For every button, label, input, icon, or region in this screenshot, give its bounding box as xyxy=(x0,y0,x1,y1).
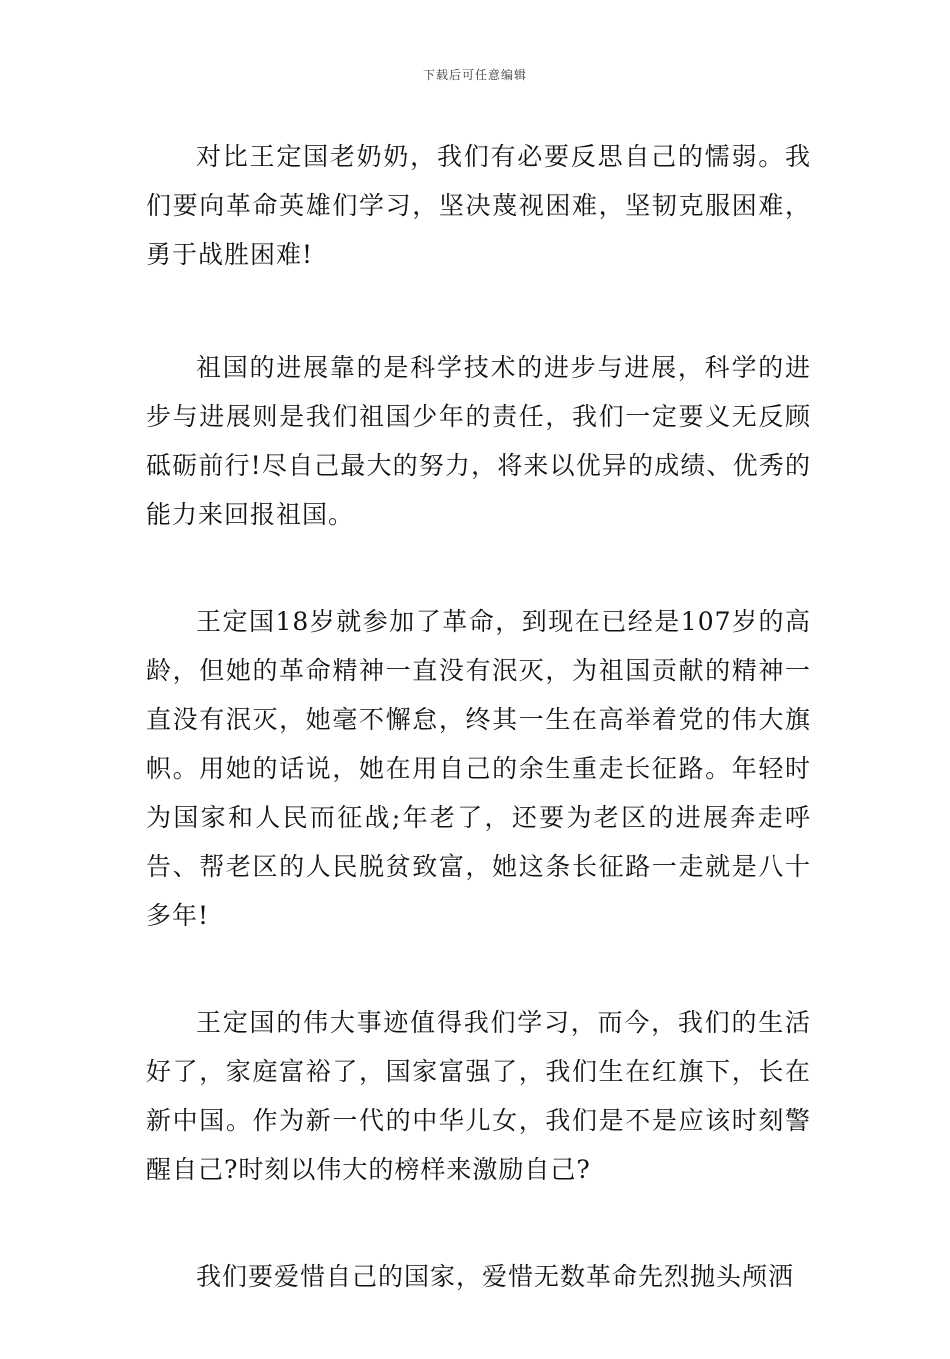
paragraph-1: 对比王定国老奶奶，我们有必要反思自己的懦弱。我们要向革命英雄们学习，坚决蔑视困难，坚韧克服困难，勇于战胜困难! xyxy=(146,142,811,269)
document-body xyxy=(146,132,811,1359)
paragraph-2: 祖国的进展靠的是科学技术的进步与进展，科学的进步与进展则是我们祖国少年的责任，我们一定要义无反顾砥砺前行!尽自己最大的努力，将来以优异的成绩、优秀的能力来回报祖国。 xyxy=(146,353,811,529)
header-note: 下载后可任意编辑 xyxy=(422,68,527,82)
paragraph-5: 我们要爱惜自己的国家，爱惜无数革命先烈抛头颅洒 xyxy=(196,1262,795,1291)
paragraph-4: 王定国的伟大事迹值得我们学习，而今，我们的生活好了，家庭富裕了，国家富强了，我们生在红旗下，长在新中国。作为新一代的中华儿女，我们是不是应该时刻警醒自己?时刻以伟大的榜样来激励自己? xyxy=(146,1008,811,1184)
paragraph-3: 王定国18岁就参加了革命，到现在已经是107岁的高龄，但她的革命精神一直没有泯灭，为祖国贡献的精神一直没有泯灭，她毫不懈怠，终其一生在高举着党的伟大旗帜。用她的话说，她在用自己的余生重走长征路。年轻时为国家和人民而征战;年老了，还要为老区的进展奔走呼告、帮老区的人民脱贫致富，她这条长征路一走就是八十多年! xyxy=(146,607,811,930)
